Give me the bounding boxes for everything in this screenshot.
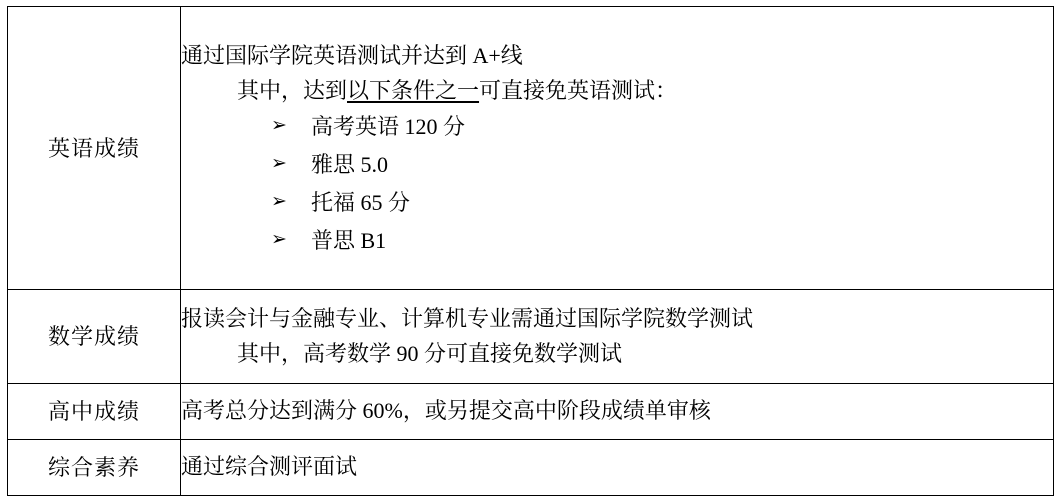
table-row-english bbox=[8, 7, 1054, 290]
admission-requirements-table bbox=[7, 6, 1054, 496]
row-content-english bbox=[181, 7, 1054, 290]
document-page bbox=[0, 6, 1061, 503]
row-label-highschool: 高中成绩 bbox=[8, 384, 181, 440]
table-row-math bbox=[8, 290, 1054, 384]
list-item-label: 托福 65 分 bbox=[311, 189, 411, 215]
row-content-comprehensive bbox=[181, 440, 1054, 496]
arrow-bullet-icon: ➢ bbox=[271, 228, 287, 250]
table-body bbox=[8, 7, 1054, 496]
list-item-label: 雅思 5.0 bbox=[311, 151, 389, 177]
highschool-line-1: 高考总分达到满分 60%，或另提交高中阶段成绩单审核 bbox=[181, 398, 711, 424]
english-line-2-prefix: 其中，达到 bbox=[237, 77, 348, 103]
comprehensive-line-1: 通过综合测评面试 bbox=[181, 454, 358, 480]
english-line-1: 通过国际学院英语测试并达到 A+线 bbox=[181, 43, 523, 69]
list-item bbox=[181, 224, 1053, 257]
arrow-bullet-icon: ➢ bbox=[271, 190, 287, 212]
table-row-highschool bbox=[8, 384, 1054, 440]
list-item-label: 普思 B1 bbox=[311, 227, 387, 253]
list-item bbox=[181, 148, 1053, 181]
english-bullet-list bbox=[181, 110, 1053, 257]
row-content-math bbox=[181, 290, 1054, 384]
english-line-2-suffix: 可直接免英语测试： bbox=[479, 77, 678, 103]
row-label-math: 数学成绩 bbox=[8, 290, 181, 384]
list-item-label: 高考英语 120 分 bbox=[311, 113, 466, 139]
row-label-english: 英语成绩 bbox=[8, 7, 181, 290]
math-line-2: 其中，高考数学 90 分可直接免数学测试 bbox=[237, 340, 623, 366]
row-content-highschool bbox=[181, 384, 1054, 440]
english-line-2-underline: 以下条件之一 bbox=[347, 77, 480, 103]
list-item bbox=[181, 186, 1053, 219]
arrow-bullet-icon: ➢ bbox=[271, 152, 287, 174]
english-line-2 bbox=[181, 74, 1053, 108]
arrow-bullet-icon: ➢ bbox=[271, 114, 287, 136]
table-row-comprehensive bbox=[8, 440, 1054, 496]
math-line-1: 报读会计与金融专业、计算机专业需通过国际学院数学测试 bbox=[181, 306, 754, 332]
list-item bbox=[181, 110, 1053, 143]
row-label-comprehensive: 综合素养 bbox=[8, 440, 181, 496]
